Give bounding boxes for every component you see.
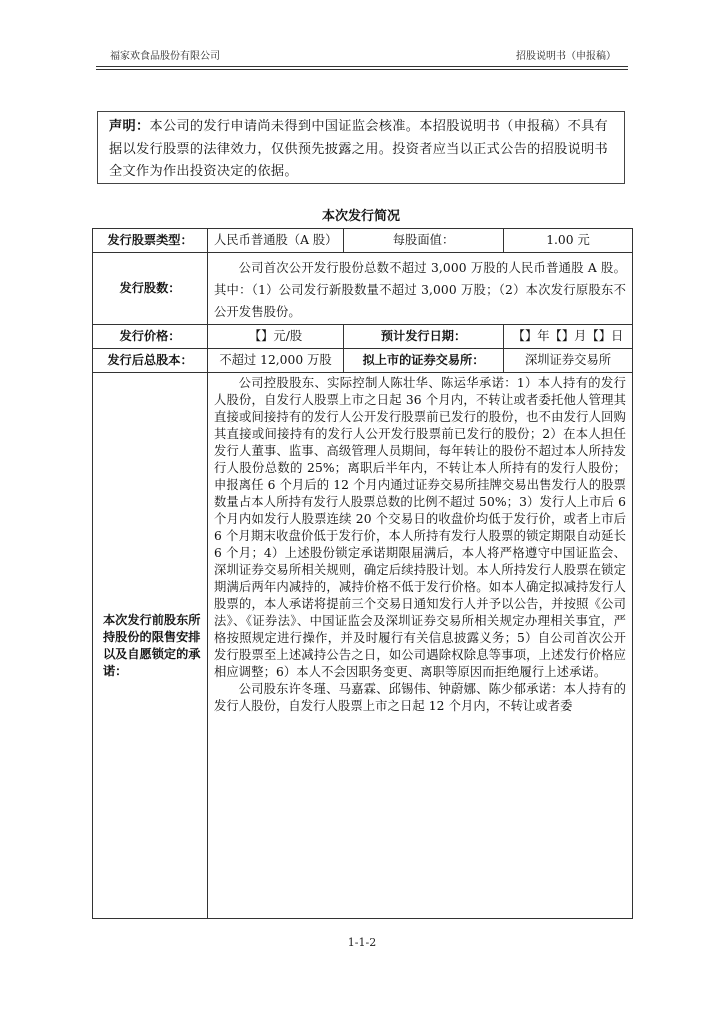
- label-lockup-commitment: 本次发行前股东所持股份的限售安排以及自愿锁定的承诺：: [93, 373, 208, 919]
- value-total-capital: 不超过 12,000 万股: [208, 349, 344, 373]
- label-issue-date: 预计发行日期：: [344, 325, 504, 349]
- value-lockup-commitment: [208, 373, 633, 919]
- share-count-text: 公司首次公开发行股份总数不超过 3,000 万股的人民币普通股 A 股。其中：（1）公司发行新股数量不超过 3,000 万股；（2）本次发行原股东不公开发售股份。: [214, 260, 626, 319]
- table-row: [93, 253, 633, 325]
- page-number: 1-1-2: [347, 936, 377, 949]
- table-row: [93, 373, 633, 919]
- label-total-capital: 发行后总股本：: [93, 349, 208, 373]
- table-title: 本次发行简况: [321, 209, 400, 224]
- label-share-count: 发行股数：: [93, 253, 208, 325]
- label-issue-price: 发行价格：: [93, 325, 208, 349]
- table-row: [93, 229, 633, 253]
- value-issue-date: 【】年【】月【】日: [504, 325, 633, 349]
- value-share-type: 人民币普通股（A 股）: [208, 229, 344, 253]
- table-row: [93, 325, 633, 349]
- value-par-value: 1.00 元: [504, 229, 633, 253]
- commitment-paragraph-controllers: 公司控股股东、实际控制人陈壮华、陈运华承诺：1）本人持有的发行人股份，自发行人股票上市之日起 36 个月内，不转让或者委托他人管理其直接或间接持有的发行人公开发行股票前已发行的股份，也不由发行人回购其直接或间接持有的发行人公开发行股票前已发行的股份；2）在本人担任发行人董事、监事、高级管理人员期间，每年转让的股份不超过本人所持发行人股份总数的 25%；离职后半年内，不转让本人所持有的发行人股份；申报离任 6 个月后的 12 个月内通过证券交易所挂牌交易出售发行人的股票数量占本人所持有发行人股票总数的比例不超过 50%；3）发行人上市后 6 个月内如发行人股票连续 20 个交易日的收盘价均低于发行价，或者上市后 6 个月期末收盘价低于发行价，本人所持有发行人股票的锁定期限自动延长 6 个月；4）上述股份锁定承诺期限届满后，本人将严格遵守中国证监会、深圳证券交易所相关规则，确定后续持股计划。本人所持发行人股票在锁定期满后两年内减持的，减持价格不低于发行价格。如本人确定拟减持发行人股票的，本人承诺将提前三个交易日通知发行人并予以公告，并按照《公司法》、《证券法》、中国证监会及深圳证券交易所相关规定办理相关事宜，严格按照规定进行操作，并及时履行有关信息披露义务；5）自公司首次公开发行股票至上述减持公告之日，如公司遇除权除息等事项，上述发行价格应相应调整；6）本人不会因职务变更、离职等原因而拒绝履行上述承诺。: [214, 376, 626, 679]
- label-par-value: 每股面值：: [344, 229, 504, 253]
- table-row: [93, 349, 633, 373]
- offering-summary-table: [92, 228, 633, 919]
- label-exchange: 拟上市的证券交易所：: [344, 349, 504, 373]
- value-share-count: [208, 253, 633, 325]
- value-issue-price: 【】元/股: [208, 325, 344, 349]
- header-company: 福家欢食品股份有限公司: [110, 51, 220, 62]
- header-doc-title: 招股说明书（申报稿）: [516, 51, 616, 62]
- disclaimer-text: 本公司的发行申请尚未得到中国证监会核准。本招股说明书（申报稿）不具有据以发行股票的法律效力，仅供预先披露之用。投资者应当以正式公告的招股说明书全文作为作出投资决定的依据。: [109, 119, 609, 179]
- commitment-paragraph-shareholders: 公司股东许冬瑾、马嘉霖、邱锡伟、钟蔚娜、陈少郁承诺：本人持有的发行人股份，自发行人股票上市之日起 12 个月内，不转让或者委: [214, 682, 626, 713]
- page-header: [96, 50, 628, 67]
- label-share-type: 发行股票类型：: [93, 229, 208, 253]
- disclaimer-lead: 声明：: [109, 119, 150, 134]
- header-divider: [96, 69, 628, 70]
- disclaimer-box: [97, 111, 625, 184]
- value-exchange: 深圳证券交易所: [504, 349, 633, 373]
